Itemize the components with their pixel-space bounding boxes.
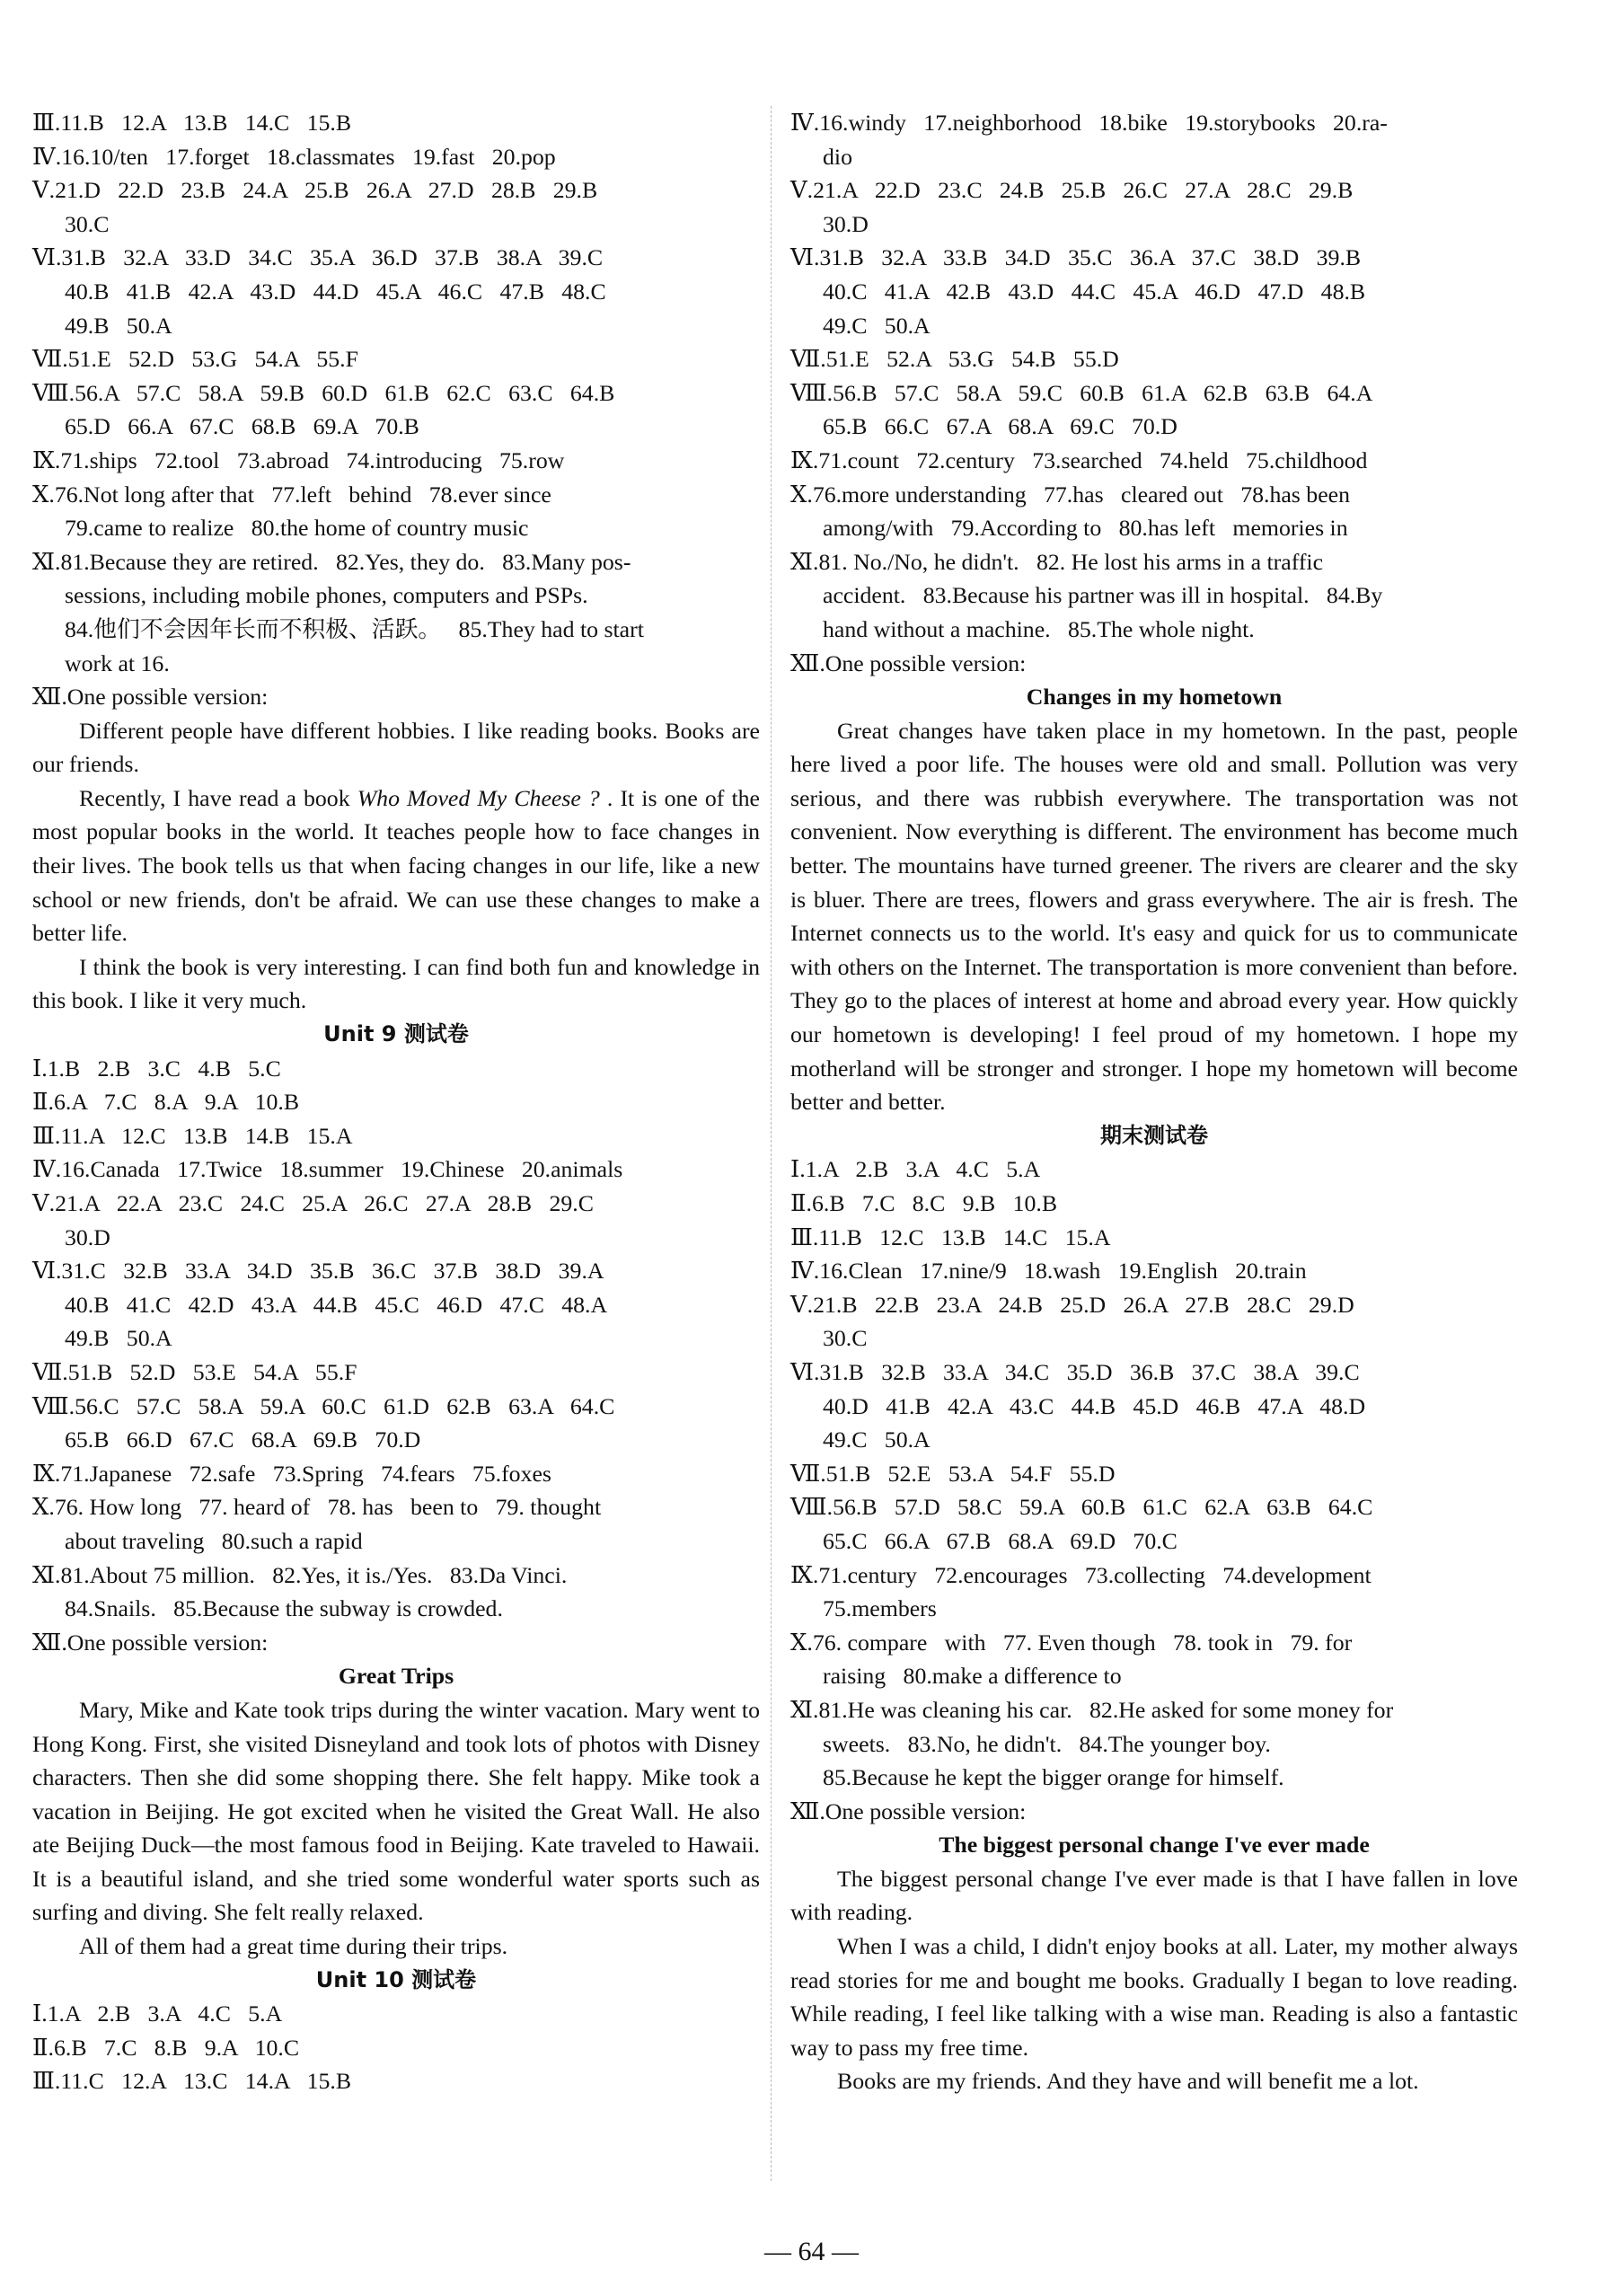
- answer-line: Ⅸ.71.ships 72.tool 73.abroad 74.introducing 75.row: [32, 446, 565, 473]
- answer-line: Ⅺ.81.Because they are retired. 82.Yes, they do. 83.Many pos-: [32, 548, 631, 575]
- answer-line: 30.C: [65, 210, 110, 237]
- answer-line: Ⅲ.11.C 12.A 13.C 14.A 15.B: [32, 2068, 352, 2095]
- left-top-answers: [32, 106, 760, 714]
- answer-line: Ⅵ.31.B 32.A 33.B 34.D 35.C 36.A 37.C 38.D 39.B: [790, 244, 1362, 271]
- answer-line: 49.B 50.A: [65, 312, 172, 339]
- answer-line: about traveling 80.such a rapid: [65, 1527, 363, 1554]
- answer-line: raising 80.make a difference to: [823, 1663, 1122, 1690]
- answer-line: Ⅱ.6.B 7.C 8.B 9.A 10.C: [32, 2034, 300, 2061]
- answer-line: 65.C 66.A 67.B 68.A 69.D 70.C: [823, 1527, 1178, 1554]
- answer-line: Ⅻ.One possible version:: [32, 1629, 269, 1656]
- answer-line: 65.D 66.A 67.C 68.B 69.A 70.B: [65, 413, 419, 440]
- answer-line: 40.B 41.B 42.A 43.D 44.D 45.A 46.C 47.B 48.C: [65, 278, 606, 305]
- answer-line: 30.C: [823, 1325, 868, 1352]
- answer-line: 49.B 50.A: [65, 1325, 172, 1352]
- essay-personal-change: [790, 1862, 1518, 2098]
- answer-line: hand without a machine. 85.The whole night.: [823, 615, 1255, 642]
- answer-line: Ⅰ.1.B 2.B 3.C 4.B 5.C: [32, 1055, 281, 1082]
- essay-great-trips: [32, 1693, 760, 1964]
- answer-line: Ⅳ.16.10/ten 17.forget 18.classmates 19.fast 20.pop: [32, 143, 556, 170]
- essay-paragraph: Books are my friends. And they have and will benefit me a lot.: [837, 2068, 1419, 2095]
- answer-line: Ⅹ.76.Not long after that 77.left behind 78.ever since: [32, 481, 551, 508]
- answer-line: among/with 79.According to 80.has left memories in: [823, 515, 1348, 542]
- right-column: [790, 106, 1518, 2098]
- unit9-title: Unit 9 测试卷: [323, 1021, 469, 1047]
- answer-line: Ⅷ.56.A 57.C 58.A 59.B 60.D 61.B 62.C 63.C 64.B: [32, 379, 615, 406]
- unit9-answers: [32, 1052, 760, 1660]
- answer-line: Ⅸ.71.century 72.encourages 73.collecting 74.development: [790, 1561, 1372, 1588]
- answer-line: 84.他们不会因年长而不积极、活跃。 85.They had to start: [65, 615, 644, 642]
- answer-line: Ⅴ.21.D 22.D 23.B 24.A 25.B 26.A 27.D 28.B 29.B: [32, 177, 598, 204]
- answer-line: Ⅸ.71.count 72.century 73.searched 74.held 75.childhood: [790, 446, 1368, 473]
- essay-paragraph: I think the book is very interesting. I can find both fun and knowledge in this book. I like it very much.: [32, 953, 760, 1014]
- answer-line: Ⅲ.11.A 12.C 13.B 14.B 15.A: [32, 1122, 353, 1149]
- answer-line: Ⅹ.76.more understanding 77.has cleared out 78.has been: [790, 481, 1350, 508]
- answer-line: Ⅰ.1.A 2.B 3.A 4.C 5.A: [790, 1156, 1041, 1183]
- answer-line: 49.C 50.A: [823, 312, 931, 339]
- essay-paragraph: Great changes have taken place in my hometown. In the past, people here lived a poor life. The houses were old and small. Pollution was very serious, and there was rubbish everywhere. The transportation was not convenient. Now everything is different. The environment has become much better. The mountains have turned greener. The rivers are clearer and the sky is bluer. There are trees, flowers and grass everywhere. The air is fresh. The Internet connects us to the world. It's easy and quick for us to communicate with others on the Internet. The transportation is more convenient than before. They go to the places of interest at home and abroad every year. How quickly our hometown is developing! I feel proud of my hometown. I hope my motherland will be stronger and stronger. I hope my hometown will become better and better.: [790, 717, 1518, 1116]
- answer-line: Ⅱ.6.A 7.C 8.A 9.A 10.B: [32, 1089, 300, 1116]
- answer-line: Ⅷ.56.C 57.C 58.A 59.A 60.C 61.D 62.B 63.A 64.C: [32, 1392, 615, 1419]
- answer-line: Ⅷ.56.B 57.C 58.A 59.C 60.B 61.A 62.B 63.B 64.A: [790, 379, 1373, 406]
- answer-line: Ⅰ.1.A 2.B 3.A 4.C 5.A: [32, 2000, 283, 2027]
- essay-title: Changes in my hometown: [1026, 684, 1283, 711]
- essay-title: The biggest personal change I've ever made: [939, 1832, 1370, 1859]
- answer-line: Ⅲ.11.B 12.A 13.B 14.C 15.B: [32, 110, 352, 136]
- answer-line: Ⅴ.21.A 22.A 23.C 24.C 25.A 26.C 27.A 28.B 29.C: [32, 1190, 594, 1216]
- unit10-title: Unit 10 测试卷: [315, 1966, 477, 1992]
- column-divider: [771, 106, 772, 2181]
- answer-line: 30.D: [823, 210, 869, 237]
- answer-line: Ⅹ.76. How long 77. heard of 78. has been to 79. thought: [32, 1494, 602, 1521]
- answer-line: sweets. 83.No, he didn't. 84.The younger boy.: [823, 1730, 1271, 1757]
- answer-line: 65.B 66.D 67.C 68.A 69.B 70.D: [65, 1426, 421, 1453]
- answer-line: Ⅳ.16.Clean 17.nine/9 18.wash 19.English 20.train: [790, 1258, 1307, 1285]
- essay-title: Great Trips: [338, 1663, 454, 1690]
- essay-paragraph: All of them had a great time during their trips.: [79, 1933, 508, 1960]
- right-top-answers: [790, 106, 1518, 680]
- answer-line: sessions, including mobile phones, computers and PSPs.: [65, 582, 588, 609]
- answer-line: 65.B 66.C 67.A 68.A 69.C 70.D: [823, 413, 1178, 440]
- answer-line: Ⅳ.16.windy 17.neighborhood 18.bike 19.storybooks 20.ra-: [790, 110, 1388, 136]
- answer-line: Ⅶ.51.E 52.A 53.G 54.B 55.D: [790, 346, 1119, 373]
- book-title: Who Moved My Cheese ?: [357, 784, 600, 811]
- answer-line: 79.came to realize 80.the home of country music: [65, 515, 529, 542]
- answer-line: Ⅶ.51.E 52.D 53.G 54.A 55.F: [32, 346, 358, 373]
- answer-line: accident. 83.Because his partner was ill in hospital. 84.By: [823, 582, 1383, 609]
- page-number: — 64 —: [764, 2237, 859, 2266]
- answer-line: Ⅹ.76. compare with 77. Even though 78. took in 79. for: [790, 1629, 1353, 1656]
- answer-line: Ⅵ.31.B 32.A 33.D 34.C 35.A 36.D 37.B 38.A 39.C: [32, 244, 604, 271]
- answer-line: 30.D: [65, 1223, 110, 1250]
- essay-text: . It is one of the most popular books in the world. It teaches people how to face changes in their lives. The book tells us that when facing changes in our life, like a new school or new friends, don't be afraid. We can use these changes to make a better life.: [32, 784, 760, 947]
- answer-line: Ⅴ.21.B 22.B 23.A 24.B 25.D 26.A 27.B 28.C 29.D: [790, 1291, 1354, 1318]
- answer-line: Ⅲ.11.B 12.C 13.B 14.C 15.A: [790, 1223, 1111, 1250]
- answer-line: Ⅻ.One possible version:: [790, 1797, 1027, 1824]
- answer-line: Ⅷ.56.B 57.D 58.C 59.A 60.B 61.C 62.A 63.B 64.C: [790, 1494, 1373, 1521]
- answer-line: 84.Snails. 85.Because the subway is crowded.: [65, 1595, 503, 1622]
- essay-paragraph: [32, 782, 760, 950]
- essay-hometown: [790, 714, 1518, 1119]
- essay-paragraph: When I was a child, I didn't enjoy books at all. Later, my mother always read stories for me and bought me books. Gradually I began to love reading. While reading, I feel like talking with a wise man. Reading is also a fantastic way to pass my free time.: [790, 1933, 1518, 2061]
- answer-line: 75.members: [823, 1595, 937, 1622]
- answer-line: Ⅴ.21.A 22.D 23.C 24.B 25.B 26.C 27.A 28.C 29.B: [790, 177, 1354, 204]
- answer-line: dio: [823, 143, 852, 170]
- answer-line: Ⅺ.81. No./No, he didn't. 82. He lost his arms in a traffic: [790, 548, 1324, 575]
- answer-line: Ⅵ.31.C 32.B 33.A 34.D 35.B 36.C 37.B 38.D 39.A: [32, 1258, 604, 1285]
- essay-hobbies: [32, 714, 760, 1018]
- essay-paragraph: The biggest personal change I've ever made is that I have fallen in love with reading.: [790, 1865, 1518, 1926]
- answer-line: 49.C 50.A: [823, 1426, 931, 1453]
- answer-line: Ⅶ.51.B 52.D 53.E 54.A 55.F: [32, 1358, 357, 1385]
- answer-line: Ⅸ.71.Japanese 72.safe 73.Spring 74.fears 75.foxes: [32, 1460, 551, 1487]
- answer-line: 40.C 41.A 42.B 43.D 44.C 45.A 46.D 47.D 48.B: [823, 278, 1366, 305]
- answer-line: 85.Because he kept the bigger orange for himself.: [823, 1764, 1284, 1791]
- answer-line: work at 16.: [65, 649, 170, 676]
- final-exam-answers: [790, 1152, 1518, 1828]
- final-exam-title: 期末测试卷: [1100, 1122, 1208, 1148]
- answer-line: 40.D 41.B 42.A 43.C 44.B 45.D 46.B 47.A 48.D: [823, 1392, 1366, 1419]
- left-column: [32, 106, 760, 2098]
- essay-text: Recently, I have read a book: [79, 784, 357, 811]
- answer-line: Ⅻ.One possible version:: [790, 649, 1027, 676]
- essay-paragraph: Different people have different hobbies. I like reading books. Books are our friends.: [32, 717, 760, 778]
- answer-line: 40.B 41.C 42.D 43.A 44.B 45.C 46.D 47.C 48.A: [65, 1291, 608, 1318]
- answer-line: Ⅱ.6.B 7.C 8.C 9.B 10.B: [790, 1190, 1058, 1216]
- answer-line: Ⅶ.51.B 52.E 53.A 54.F 55.D: [790, 1460, 1116, 1487]
- answer-line: Ⅺ.81.He was cleaning his car. 82.He asked for some money for: [790, 1696, 1394, 1723]
- answer-line: Ⅳ.16.Canada 17.Twice 18.summer 19.Chinese 20.animals: [32, 1156, 623, 1183]
- answer-line: Ⅺ.81.About 75 million. 82.Yes, it is./Yes. 83.Da Vinci.: [32, 1561, 568, 1588]
- answer-line: Ⅵ.31.B 32.B 33.A 34.C 35.D 36.B 37.C 38.A 39.C: [790, 1358, 1360, 1385]
- answer-line: Ⅻ.One possible version:: [32, 684, 269, 711]
- essay-paragraph: Mary, Mike and Kate took trips during the winter vacation. Mary went to Hong Kong. First, she visited Disneyland and took lots of photos with Disney characters. Then she did some shopping there. She felt happy. Mike took a vacation in Beijing. He got excited when he visited the Great Wall. He also ate Beijing Duck—the most famous food in Beijing. Kate traveled to Hawaii. It is a beautiful island, and she tried some wonderful water sports such as surfing and diving. She felt really relaxed.: [32, 1696, 760, 1926]
- unit10-answers: [32, 1997, 760, 2098]
